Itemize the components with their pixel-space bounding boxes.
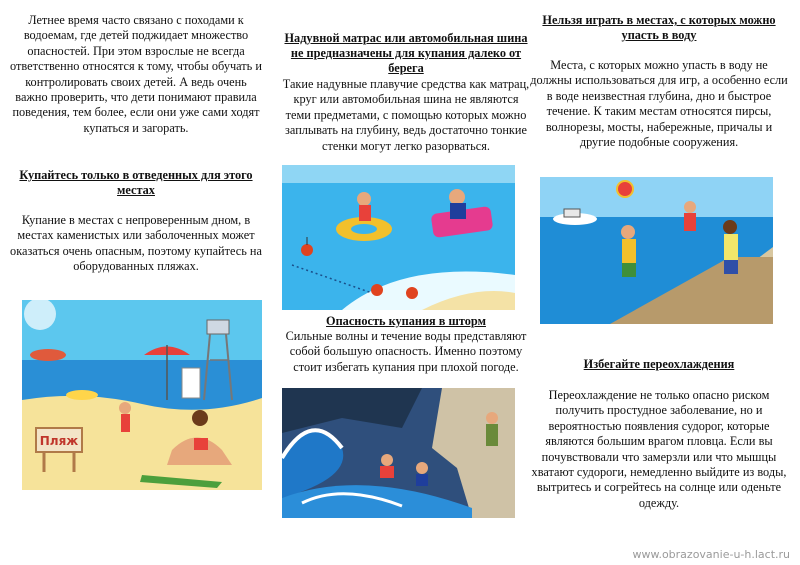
section-heading-inflatables: Надувной матрас или автомобильная шина не предназначены для купания далеко от берега [284, 31, 528, 75]
section-heading-designated-places: Купайтесь только в отведенных для этого местах [19, 168, 253, 197]
pier-illustration [540, 177, 773, 324]
storm-paragraph: Сильные волны и течение воды представляют собой большую опасность. Именно поэтому стоит избегать купания при плохой погоде. [285, 329, 527, 374]
inflatables-paragraph: Такие надувные плавучие средства как матрац, круг или автомобильная шина не являются теми предметами, с помощью которых можно заплывать на глубину, ведь достаточно тонкие стенки могут легко разорваться. [282, 77, 530, 153]
intro-paragraph: Летнее время часто связано с походами к водоемам, где детей поджидает множество опасностей. При этом взрослые не всегда ответственно относятся к тому, чтобы обучать и контролировать своих детей. А ведь очень важно проверить, что дети понимают правила поведения, тем более, если они уже сами ходят купаться и загорать. [10, 13, 262, 135]
inflatable-mattress-illustration [282, 165, 515, 310]
svg-text:Пляж: Пляж [39, 434, 79, 448]
beach-illustration [22, 300, 262, 490]
section-heading-no-play: Нельзя играть в местах, с которых можно упасть в воду [542, 13, 776, 42]
footer-website: www.obrazovanie-u-h.lact.ru [632, 548, 790, 561]
storm-illustration [282, 388, 515, 518]
no-play-paragraph: Места, с которых можно упасть в воду не должны использоваться для игр, а особенно если в воде неизвестная глубина, дно и быстрое течение. К таким местам относятся пирсы, волнорезы, мосты, набережные, причалы и другие подобные сооружения. [530, 58, 788, 150]
hypothermia-paragraph: Переохлаждение не только опасно риском получить простудное заболевание, но и вероятностью появления судорог, которые являются большим врагом пловца. Если вы почувствовали что замерзли или что мышцы хватают судороги, немедленно выйдите из воды, вытритесь и согрейтесь на солнце или оденьте одежду. [531, 388, 787, 510]
section-heading-hypothermia: Избегайте переохлаждения [583, 357, 735, 371]
section-heading-storm: Опасность купания в шторм [326, 314, 486, 328]
designated-places-paragraph: Купание в местах с непроверенным дном, в местах каменистых или заболоченных может оказаться очень опасным, поэтому купайтесь на оборудованных пляжах. [10, 213, 262, 274]
